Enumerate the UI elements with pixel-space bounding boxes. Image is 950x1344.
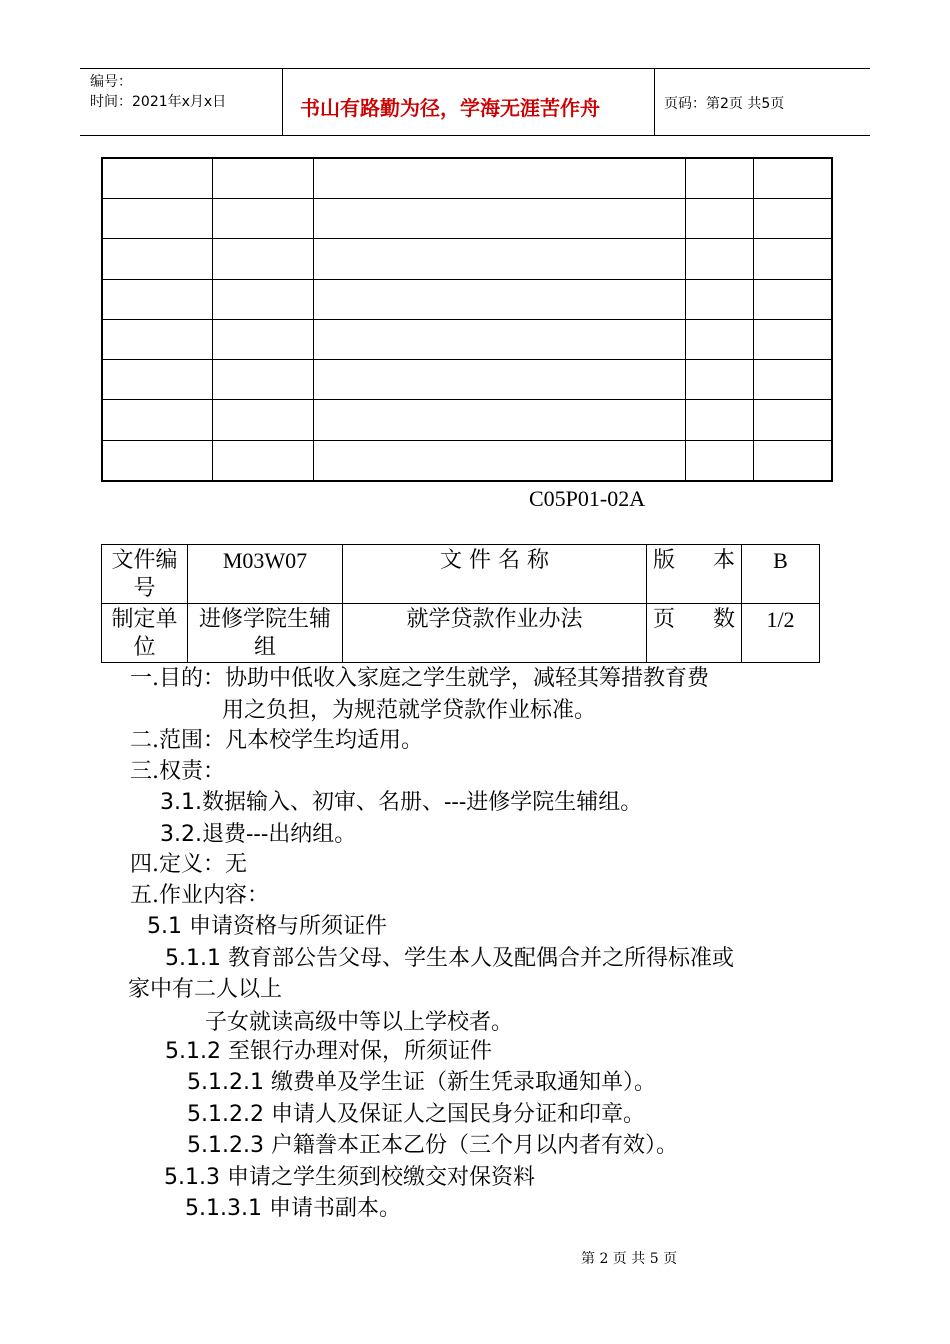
section-definition: 四.定义：无 (130, 852, 247, 877)
empty-record-table (101, 157, 833, 482)
table-row (102, 440, 832, 481)
item-5-1-3-1: 5.1.3.1 申请书副本。 (185, 1196, 401, 1221)
item-3-2: 3.2.退费---出纳组。 (160, 822, 357, 847)
document-number-label: 编号： (90, 74, 132, 90)
section-operation: 五.作业内容： (130, 883, 269, 908)
page-count-value: 1/2 (742, 604, 820, 663)
item-5-1-2-1: 5.1.2.1 缴费单及学生证（新生凭录取通知单）。 (187, 1070, 656, 1095)
header-motto: 书山有路勤为径，学海无涯苦作舟 (300, 96, 600, 120)
table-row (102, 279, 832, 319)
table-row (102, 199, 832, 239)
item-5-1-2: 5.1.2 至银行办理对保，所须证件 (165, 1039, 492, 1064)
item-5-1-2-3: 5.1.2.3 户籍誊本正本乙份（三个月以内者有效）。 (187, 1133, 678, 1158)
item-5-1-2-2: 5.1.2.2 申请人及保证人之国民身分证和印章。 (187, 1102, 645, 1127)
table-row (102, 400, 832, 440)
file-name-label: 文 件 名 称 (343, 545, 647, 604)
item-5-1-1-cont: 家中有二人以上 (128, 977, 283, 1002)
item-5-1: 5.1 申请资格与所须证件 (147, 914, 388, 939)
header-divider (654, 68, 655, 136)
version-value: B (742, 545, 820, 604)
issuing-unit-value: 进修学院生辅组 (188, 604, 343, 663)
header-bottom-rule (80, 135, 870, 136)
document-time-label: 时间：2021年x月x日 (90, 94, 227, 110)
file-number-label: 文件编号 (102, 545, 188, 604)
table-row (102, 239, 832, 279)
form-code: C05P01-02A (529, 486, 646, 511)
table-row (102, 319, 832, 359)
table-row (102, 158, 832, 199)
table-row (102, 360, 832, 400)
item-5-1-1: 5.1.1 教育部公告父母、学生本人及配偶合并之所得标准或 (165, 946, 734, 971)
section-purpose-cont: 用之负担，为规范就学贷款作业标准。 (222, 698, 597, 723)
header-divider (282, 68, 283, 136)
page-footer: 第 2 页 共 5 页 (581, 1251, 678, 1267)
header-top-rule (80, 68, 870, 69)
file-number-value: M03W07 (188, 545, 343, 604)
table-row (102, 604, 820, 663)
item-5-1-3: 5.1.3 申请之学生须到校缴交对保资料 (164, 1165, 535, 1190)
issuing-unit-label: 制定单位 (102, 604, 188, 663)
section-purpose: 一.目的：协助中低收入家庭之学生就学，减轻其筹措教育费 (130, 666, 709, 691)
section-scope: 二.范围：凡本校学生均适用。 (130, 728, 423, 753)
header-page-label: 页码：第2页 共5页 (664, 96, 785, 112)
table-row (102, 545, 820, 604)
document-info-table (101, 544, 820, 663)
item-3-1: 3.1.数据输入、初审、名册、---进修学院生辅组。 (160, 790, 643, 815)
file-name-value: 就学贷款作业办法 (343, 604, 647, 663)
version-label: 版本 (647, 545, 742, 604)
page-count-label: 页数 (647, 604, 742, 663)
item-5-1-1-cont2: 子女就读高级中等以上学校者。 (205, 1010, 514, 1035)
section-responsibility: 三.权责： (130, 759, 225, 784)
